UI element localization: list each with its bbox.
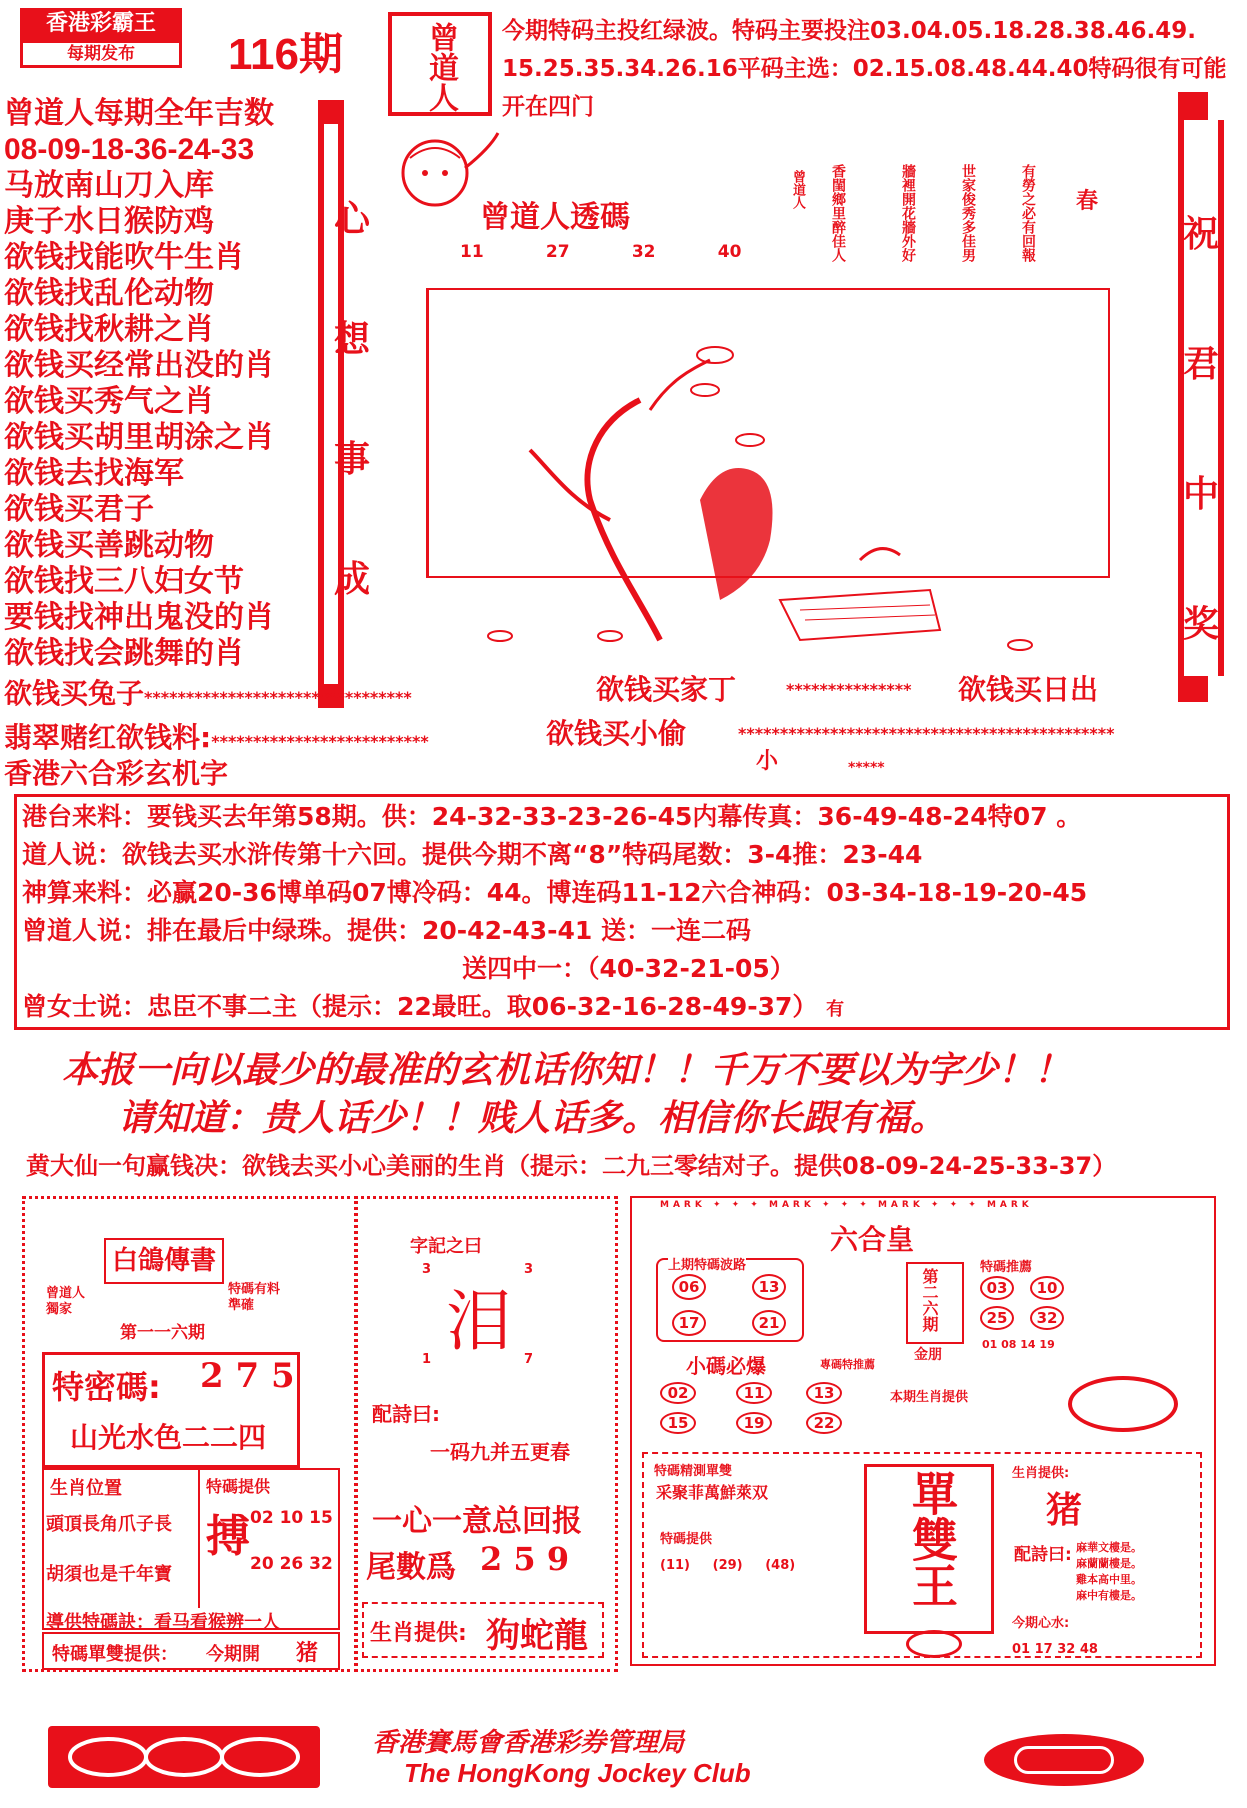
info-line: 送四中一：（40-32-21-05）: [462, 954, 795, 983]
top-notice-2: 15.25.35.34.26.16平码主选：02.15.08.48.44.40特码很有可能: [502, 56, 1227, 82]
pr-line-label: 專碼特推薦: [820, 1358, 875, 1371]
pr-poem-line: 麻華文樓是。: [1076, 1541, 1142, 1554]
pr-shang-num: 17: [672, 1310, 706, 1336]
pm-poem-label: 配詩曰:: [372, 1402, 440, 1426]
pl-note-left: 曾道人 獨家: [46, 1286, 86, 1317]
pm-weishu-value: 2 5 9: [480, 1540, 570, 1578]
top-notice-1: 今期特码主投红绿波。特码主要投注03.04.05.18.28.38.46.49.: [502, 18, 1196, 44]
pr-tema-num: 10: [1030, 1276, 1064, 1300]
pr-poem-line: 雞本高中里。: [1076, 1573, 1142, 1586]
pl-tema-label: 特密碼:: [52, 1368, 161, 1406]
pr-panel2-title: 特碼精測單雙: [654, 1464, 733, 1479]
pr-mid-sub: 金朋: [914, 1347, 942, 1363]
pl-jiexi: 導供特碼訣：看马看猴辨一人: [46, 1612, 280, 1633]
scroll-left-char: 成: [333, 559, 370, 600]
mark-text: MARK: [660, 1200, 706, 1210]
top-notice-3: 开在四门: [502, 94, 594, 120]
info-line-trailing: 有: [826, 999, 845, 1020]
info-line: 道人说：欲钱去买水浒传第十六回。提供今期不离“8”特码尾数：3-4推：23-44: [22, 840, 923, 869]
footer-left-emblem: [48, 1726, 320, 1788]
bottom-line-2: [4, 716, 429, 756]
pr-mid-title: 第二六期: [920, 1268, 939, 1332]
painting-number: 32: [631, 242, 656, 262]
mark-text: MARK: [986, 1200, 1033, 1210]
pm-tl: 3: [422, 1262, 432, 1277]
tree-figure-illustration: [460, 300, 1060, 670]
stars: ***************: [786, 680, 912, 699]
pr-xiaoma-num: 11: [736, 1382, 772, 1404]
pr-big-vertical: 單雙王: [905, 1470, 959, 1608]
poem-column: 世家俊秀多佳男: [960, 164, 976, 262]
logo-subtitle: 每期发布: [20, 40, 182, 68]
painting-author: 曾道人: [790, 170, 805, 209]
painting-number: 40: [717, 242, 742, 262]
pr-panel2-nums: (11) (29) (48): [660, 1558, 796, 1573]
painting-number: 27: [545, 242, 570, 262]
scroll-right-bottom-rod: [1178, 676, 1208, 702]
pr-tema-num: 03: [980, 1276, 1014, 1300]
painting-season: 春: [1076, 189, 1099, 214]
pr-xiaoma-num: 13: [806, 1382, 842, 1404]
left-line: 曾道人每期全年吉数: [4, 96, 274, 131]
left-line: 要钱找神出鬼没的肖: [4, 600, 274, 635]
left-line: 欲钱买秀气之肖: [4, 384, 214, 419]
info-line-text: 曾女士说：忠臣不事二主（提示：22最旺。取06-32-16-28-49-37）: [22, 992, 818, 1021]
pm-bl: 1: [422, 1352, 432, 1367]
left-line: 08-09-18-36-24-33: [4, 133, 255, 166]
pr-jinqi: 今期心水:: [1012, 1616, 1070, 1631]
pl-tema-tigong: 特碼提供: [206, 1477, 271, 1496]
logo-box: [20, 8, 182, 70]
pr-poem-line: 麻中有樓是。: [1076, 1589, 1142, 1602]
bottom-line-1-left: 欲钱买兔子: [4, 677, 145, 710]
issue-number: 116期: [228, 30, 343, 79]
bottom-line-1-mid: 欲钱买家丁: [596, 673, 737, 706]
left-line: 欲钱找三八妇女节: [4, 564, 244, 599]
left-line: 欲钱找会跳舞的肖: [4, 636, 244, 671]
slogan-line-1: 本报一向以最少的最准的玄机话你知！！千万不要以为字少！！: [62, 1049, 1071, 1091]
painting-title: 曾道人透碼: [480, 200, 630, 235]
poem-column: 香閨鄉里醉佳人: [830, 164, 846, 262]
pr-tema-num: 32: [1030, 1306, 1064, 1330]
pm-weishu-label: 尾數爲: [366, 1550, 456, 1585]
pr-shang-num: 21: [752, 1310, 786, 1336]
pl-big-char: 搏: [206, 1511, 250, 1562]
painting-area: [380, 120, 1170, 680]
pr-zhuanma: 本期生肖提供: [890, 1390, 969, 1405]
huang-line: 黄大仙一句赢钱决：欲钱去买小心美丽的生肖（提示：二九三零结对子。提供08-09-24-25-33-37）: [26, 1152, 1117, 1180]
info-lines: [22, 798, 1087, 1029]
pr-tema-num: 25: [980, 1306, 1014, 1330]
pl-pos-label: 生肖位置: [50, 1478, 122, 1499]
footer-right-emblem: [984, 1734, 1144, 1786]
pr-poem-label: 配詩曰:: [1014, 1545, 1072, 1565]
pm-yixin: 一心一意总回报: [372, 1504, 582, 1539]
stars: *****: [848, 760, 885, 776]
pm-poem-line: 一码九并五更春: [430, 1440, 570, 1464]
pr-panel2-sub: 采聚菲萬鮮萊双: [656, 1483, 769, 1502]
scroll-left-char: 想: [333, 319, 370, 360]
slogan-line-2: 请知道：贵人话少！！贱人话多。相信你长跟有福。: [118, 1097, 947, 1139]
info-line: 神算来料：必赢20-36博单码07博冷码：44。博连码11-12六合神码：03-34-18-19-20-45: [22, 878, 1088, 907]
left-line: 欲钱买君子: [4, 492, 154, 527]
pl-line-a: 頭頂長角爪子長: [46, 1514, 172, 1535]
flower-icon: [906, 1630, 962, 1658]
poem-column: 牆裡開花牆外好: [900, 164, 916, 262]
footer-right-inner: [1014, 1746, 1114, 1774]
pr-tema-tuijian: 特碼推薦: [980, 1260, 1033, 1275]
mark-text: MARK: [877, 1200, 924, 1210]
pr-top-title: 六合皇: [830, 1223, 915, 1256]
pr-shang-label: 上期特碼波路: [668, 1254, 746, 1273]
pr-xiaoma-num: 19: [736, 1412, 772, 1434]
pl-grid-divider: [198, 1468, 200, 1608]
scroll-left-top-rod: [318, 100, 344, 124]
scroll-left-char: 事: [333, 439, 370, 480]
scroll-right-top-rod: [1178, 92, 1208, 120]
footer-cn: 香港賽馬會香港彩券管理局: [372, 1728, 685, 1758]
pr-poem-lines: [1076, 1540, 1142, 1604]
scroll-right-char: 君: [1182, 344, 1219, 385]
left-line: 欲钱买善跳动物: [4, 528, 214, 563]
pm-char: 泪: [446, 1283, 512, 1360]
pr-panel2-num: 29: [718, 1558, 737, 1573]
pr-final-nums: 01 17 32 48: [1012, 1642, 1098, 1657]
scroll-right-char: 祝: [1182, 214, 1219, 255]
pr-xiaoma: 小碼必爆: [686, 1354, 766, 1378]
info-line: 港台来料：要钱买去年第58期。供：24-32-33-23-26-45内幕传真：36-49-48-24特07 。: [22, 802, 1082, 831]
bottom-line-3: 香港六合彩玄机字: [4, 757, 229, 790]
stars: ********************************: [144, 688, 412, 707]
scroll-right-char: 中: [1182, 474, 1219, 515]
pl-line-b: 胡須也是千年寶: [46, 1564, 172, 1585]
bottom-line-2-mid: 欲钱买小偷: [546, 717, 687, 750]
pl-danshuang-animal: 猪: [296, 1641, 319, 1666]
bottom-line-1-right: 欲钱买日出: [958, 673, 1099, 706]
bottom-line-2-left: 翡翠赌红欲钱料:: [4, 721, 212, 754]
scroll-left-char: 心: [333, 199, 370, 240]
pr-tema-small: 01 08 14 19: [982, 1338, 1055, 1351]
left-line: 欲钱找秋耕之肖: [4, 312, 214, 347]
pr-mark: MARK ✦ ✦ ✦ MARK ✦ ✦ ✦ MARK ✦ ✦ ✦ MARK: [660, 1200, 1033, 1210]
pr-seal-oval: [1068, 1376, 1178, 1432]
scroll-left-text: [326, 160, 378, 640]
pr-xiaoma-num: 15: [660, 1412, 696, 1434]
pm-shengxiao-value: 狗蛇龍: [486, 1616, 588, 1656]
bottom-line-3-extra: 小: [756, 749, 779, 774]
left-line: 欲钱找乱伦动物: [4, 276, 214, 311]
pr-panel2-num: 11: [665, 1558, 685, 1573]
seal: [388, 12, 492, 116]
poem-column: 有勞之必有回報: [1020, 164, 1036, 262]
pm-tr: 3: [524, 1262, 534, 1277]
left-line: 欲钱找能吹牛生肖: [4, 240, 244, 275]
stars: *********************************************: [738, 724, 1115, 743]
pm-shengxiao-label: 生肖提供:: [370, 1621, 467, 1646]
pm-br: 7: [524, 1352, 534, 1367]
pr-xiaoma-num: 22: [806, 1412, 842, 1434]
pr-shang-num: 06: [672, 1274, 706, 1300]
left-column: [4, 96, 274, 672]
pr-shang-num: 13: [752, 1274, 786, 1300]
pr-xiaoma-num: 02: [660, 1382, 696, 1404]
pl-danshuang-label: 特碼單雙提供：: [52, 1644, 178, 1665]
pr-right-label: 生肖提供:: [1012, 1466, 1070, 1481]
logo-title: 香港彩霸王: [20, 8, 182, 40]
scroll-right-char: 奖: [1182, 604, 1219, 645]
mark-text: MARK: [768, 1200, 815, 1210]
painting-number: 11: [460, 242, 484, 262]
pm-header: 字記之曰: [410, 1236, 482, 1257]
coin-icon: [48, 1726, 320, 1788]
left-line: 欲钱买胡里胡涂之肖: [4, 420, 274, 455]
pr-right-big: 猪: [1046, 1490, 1083, 1531]
footer-en: The HongKong Jockey Club: [404, 1758, 751, 1788]
bottom-line-1: [4, 672, 412, 712]
info-line: [22, 988, 1087, 1029]
left-line: 欲钱买经常出没的肖: [4, 348, 274, 383]
pl-issue: 第一一六期: [120, 1323, 205, 1343]
pr-panel2-tigong: 特碼提供: [660, 1532, 713, 1547]
stars: **************************: [211, 732, 429, 751]
pl-phrase: 山光水色二二四: [70, 1421, 267, 1454]
info-line: 曾道人说：排在最后中绿珠。提供：20-42-43-41 送：一连二码: [22, 916, 751, 945]
left-line: 欲钱去找海军: [4, 456, 184, 491]
pl-title: 白鴿傳書: [104, 1238, 224, 1284]
pl-tema-value: 2 7 5: [200, 1356, 295, 1396]
pl-note-right: 特碼有料 準確: [228, 1282, 281, 1313]
left-line: 马放南山刀入库: [4, 168, 214, 203]
scroll-right-text: [1180, 170, 1222, 690]
pl-nums-row2: 20 26 32: [250, 1554, 333, 1574]
left-line: 庚子水日猴防鸡: [4, 204, 214, 239]
pr-poem-line: 麻蘭蘭樓是。: [1076, 1557, 1142, 1570]
pr-panel2-num: 48: [771, 1558, 790, 1573]
painting-numbers: [460, 242, 798, 262]
seal-text: 曾道人: [423, 22, 458, 112]
pl-nums-row1: 02 10 15: [250, 1508, 333, 1528]
pl-danshuang-value: 今期開: [206, 1644, 260, 1665]
